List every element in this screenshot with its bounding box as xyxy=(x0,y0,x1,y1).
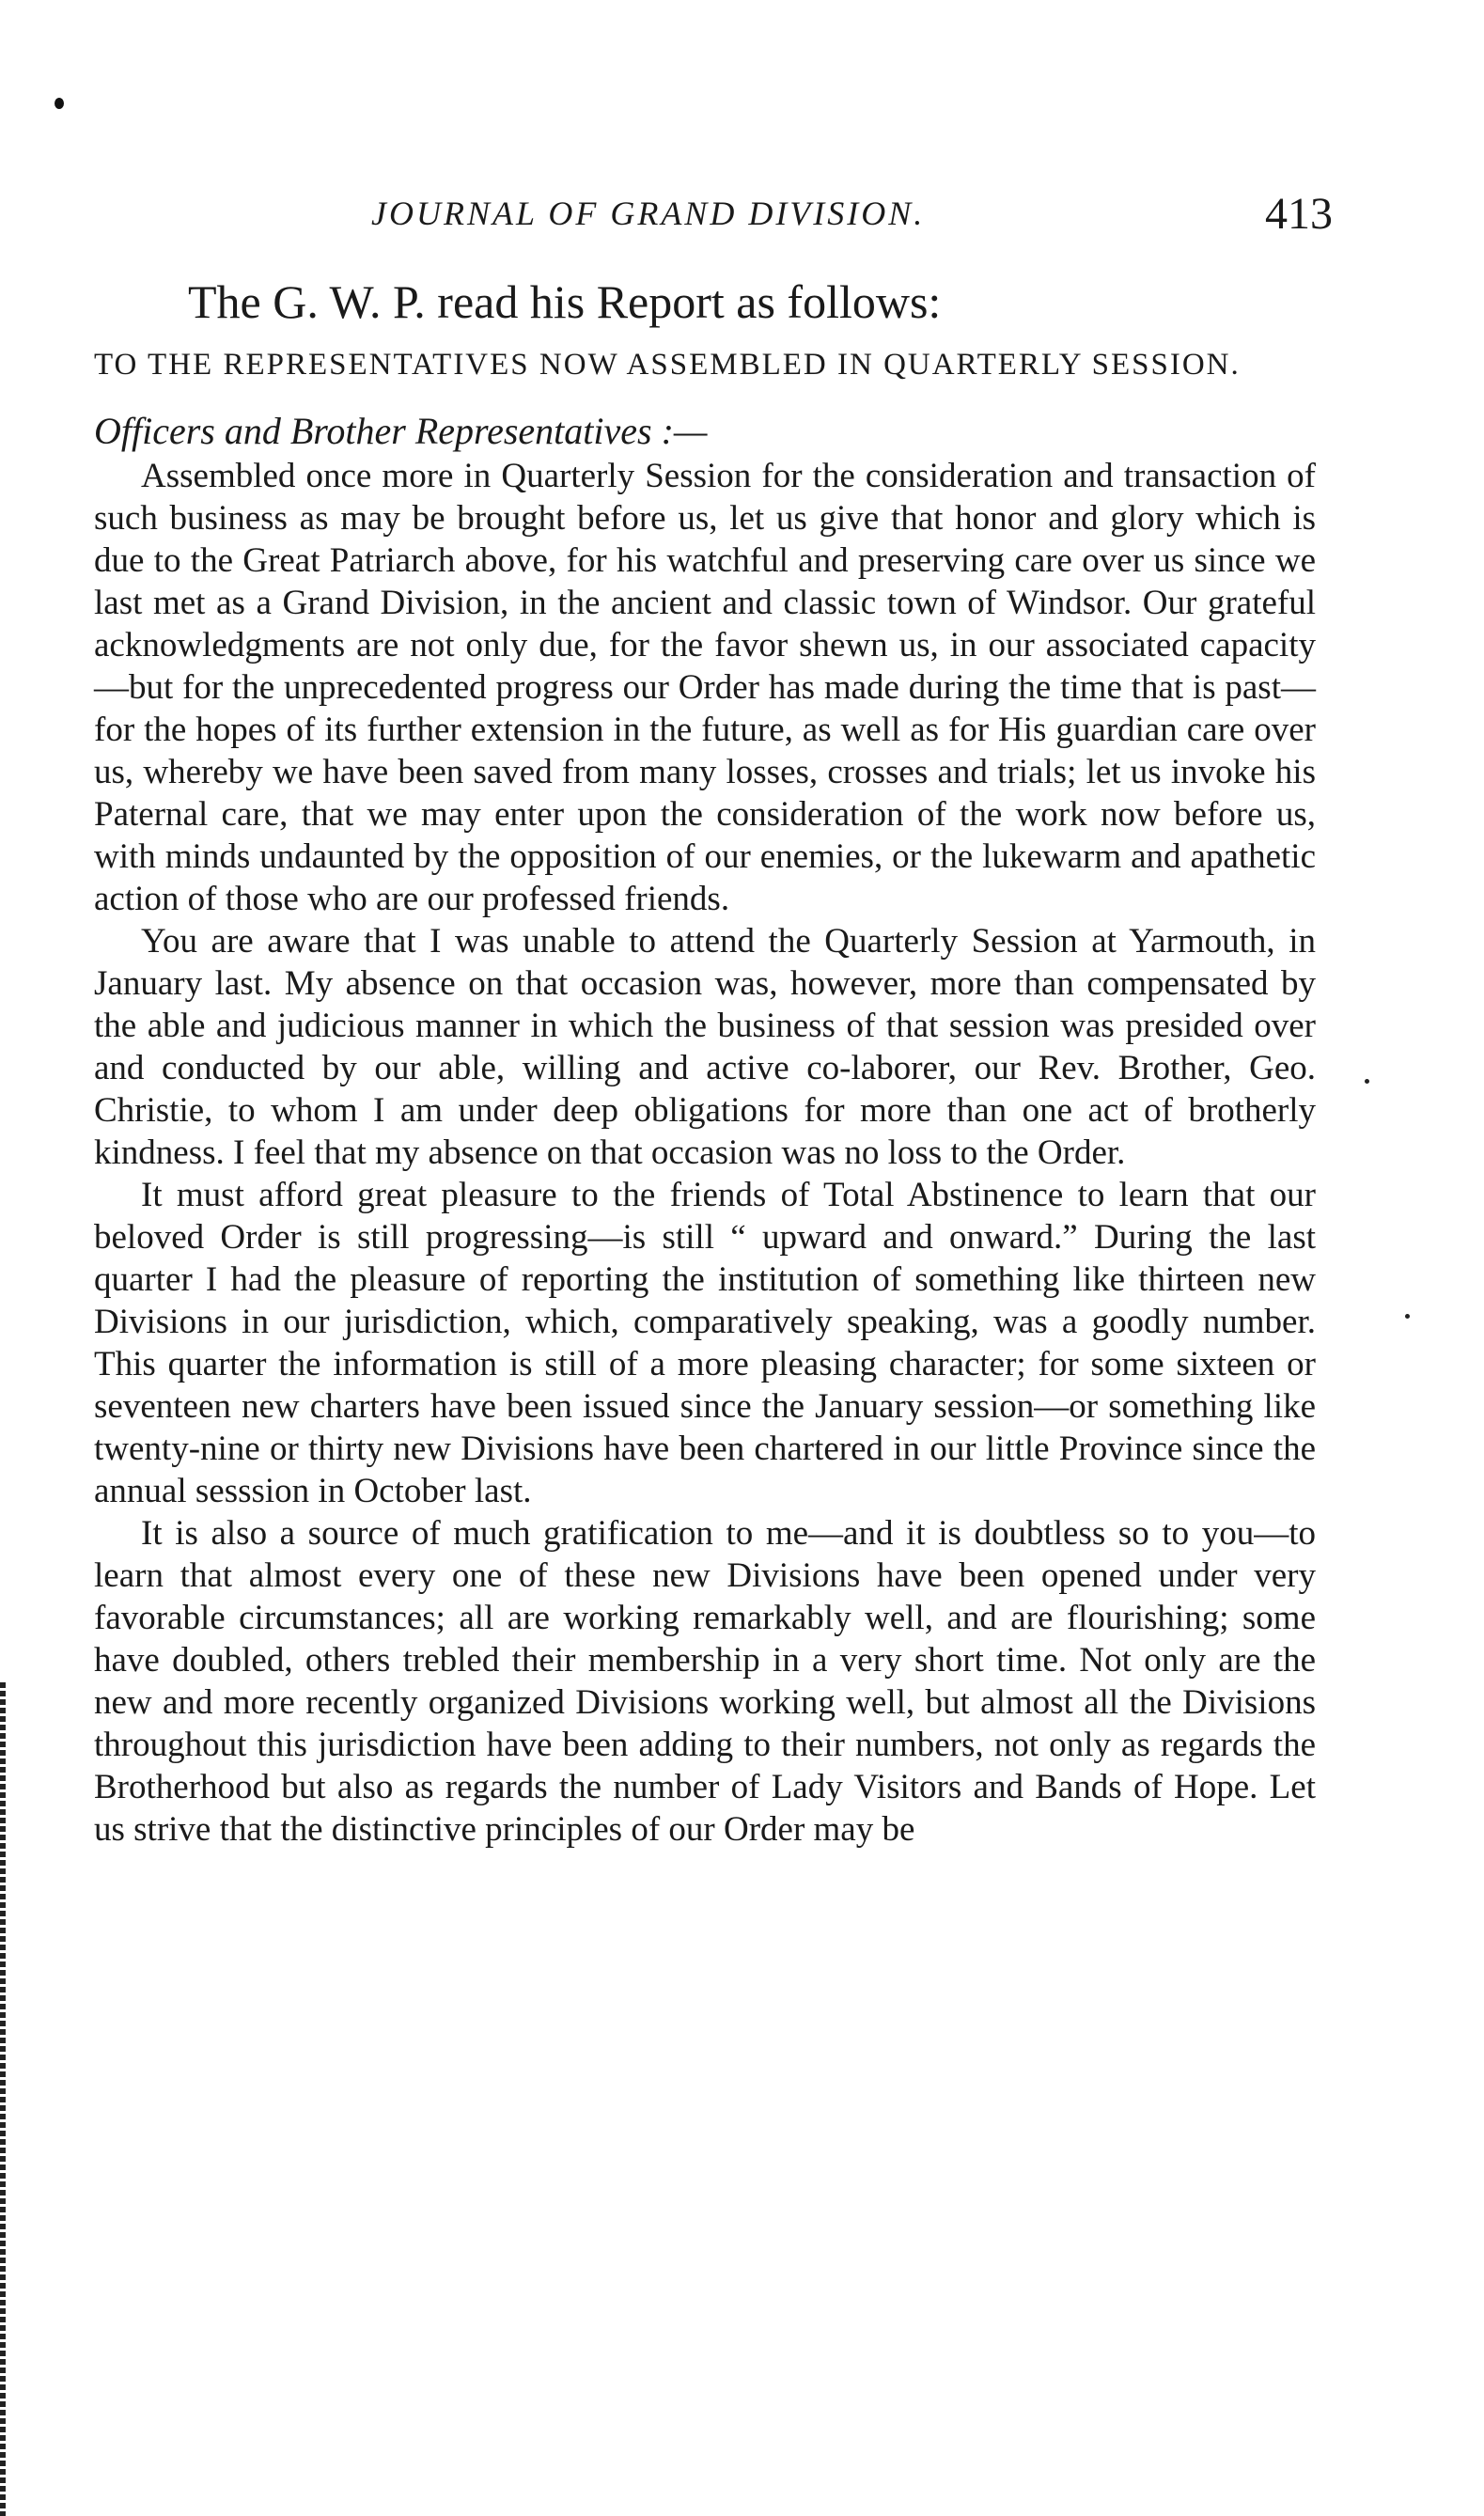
page-number: 413 xyxy=(1265,189,1333,239)
paragraph: Assembled once more in Quarterly Session for the consideration and transaction of such business as may be brought before us, let us give that honor and glory which is due to the Great Patriarch above, for his watchful and preserving care over us since we last met as a Grand Division, in the ancient and classic town of Windsor. Our grateful acknowledgments are not only due, for the favor shewn us, in our associated capacity—but for the unprecedented progress our Order has made during the time that is past—for the hopes of its further extension in the future, as well as for His guardian care over us, whereby we have been saved from many losses, crosses and trials; let us invoke his Paternal care, that we may enter upon the consideration of the work now before us, with minds undaunted by the opposition of our enemies, or the lukewarm and apathetic action of those who are our professed friends. xyxy=(94,457,1316,918)
running-title: JOURNAL OF GRAND DIVISION. xyxy=(371,195,926,232)
paragraph: It must afford great pleasure to the friends of Total Abstinence to learn that our beloved Order is still progressing—is still “ upward and onward.” During the last quarter I had the pleasure of reporting the institution of something like thirteen new Divisions in our jurisdiction, which, comparatively speaking, was a goodly number. This quarter the information is still of a more pleasing character; for some sixteen or seventeen new charters have been issued since the January session—or something like twenty-nine or thirty new Divisions have been chartered in our little Province since the annual sesssion in October last. xyxy=(94,1176,1316,1510)
paragraph: You are aware that I was unable to attend the Quarterly Session at Yarmouth, in January last. My absence on that occasion was, however, more than compensated by the able and judicious manner in which the business of that session was presided over and conducted by our able, willing and active co-laborer, our Rev. Brother, Geo. Christie, to whom I am under deep obligations for more than one act of brotherly kindness. I feel that my absence on that occasion was no loss to the Order. xyxy=(94,922,1316,1172)
report-intro: The G. W. P. read his Report as follows: xyxy=(188,275,942,328)
margin-ink-dot xyxy=(1405,1314,1410,1319)
margin-ink-dot xyxy=(1365,1079,1369,1084)
paragraph: It is also a source of much gratification to me—and it is doubtless so to you—to learn that almost every one of these new Divisions have been opened under very favorable circumstances; all are working remarkably well, and are flourishing; some have doubled, others trebled their membership in a very short time. Not only are the new and more recently organized Divisions working well, but almost all the Divisions throughout this jurisdiction have been adding to their numbers, not only as regards the Brotherhood but also as regards the number of Lady Visitors and Bands of Hope. Let us strive that the distinctive principles of our Order may be xyxy=(94,1514,1316,1849)
salutation: Officers and Brother Representatives :— xyxy=(94,410,708,452)
page-edge-shadow xyxy=(0,1682,6,2516)
running-header xyxy=(0,188,1484,244)
stray-ink-mark xyxy=(55,98,64,109)
report-address: TO THE REPRESENTATIVES NOW ASSEMBLED IN QUARTERLY SESSION. xyxy=(94,348,1241,382)
page-body xyxy=(94,271,1316,1851)
